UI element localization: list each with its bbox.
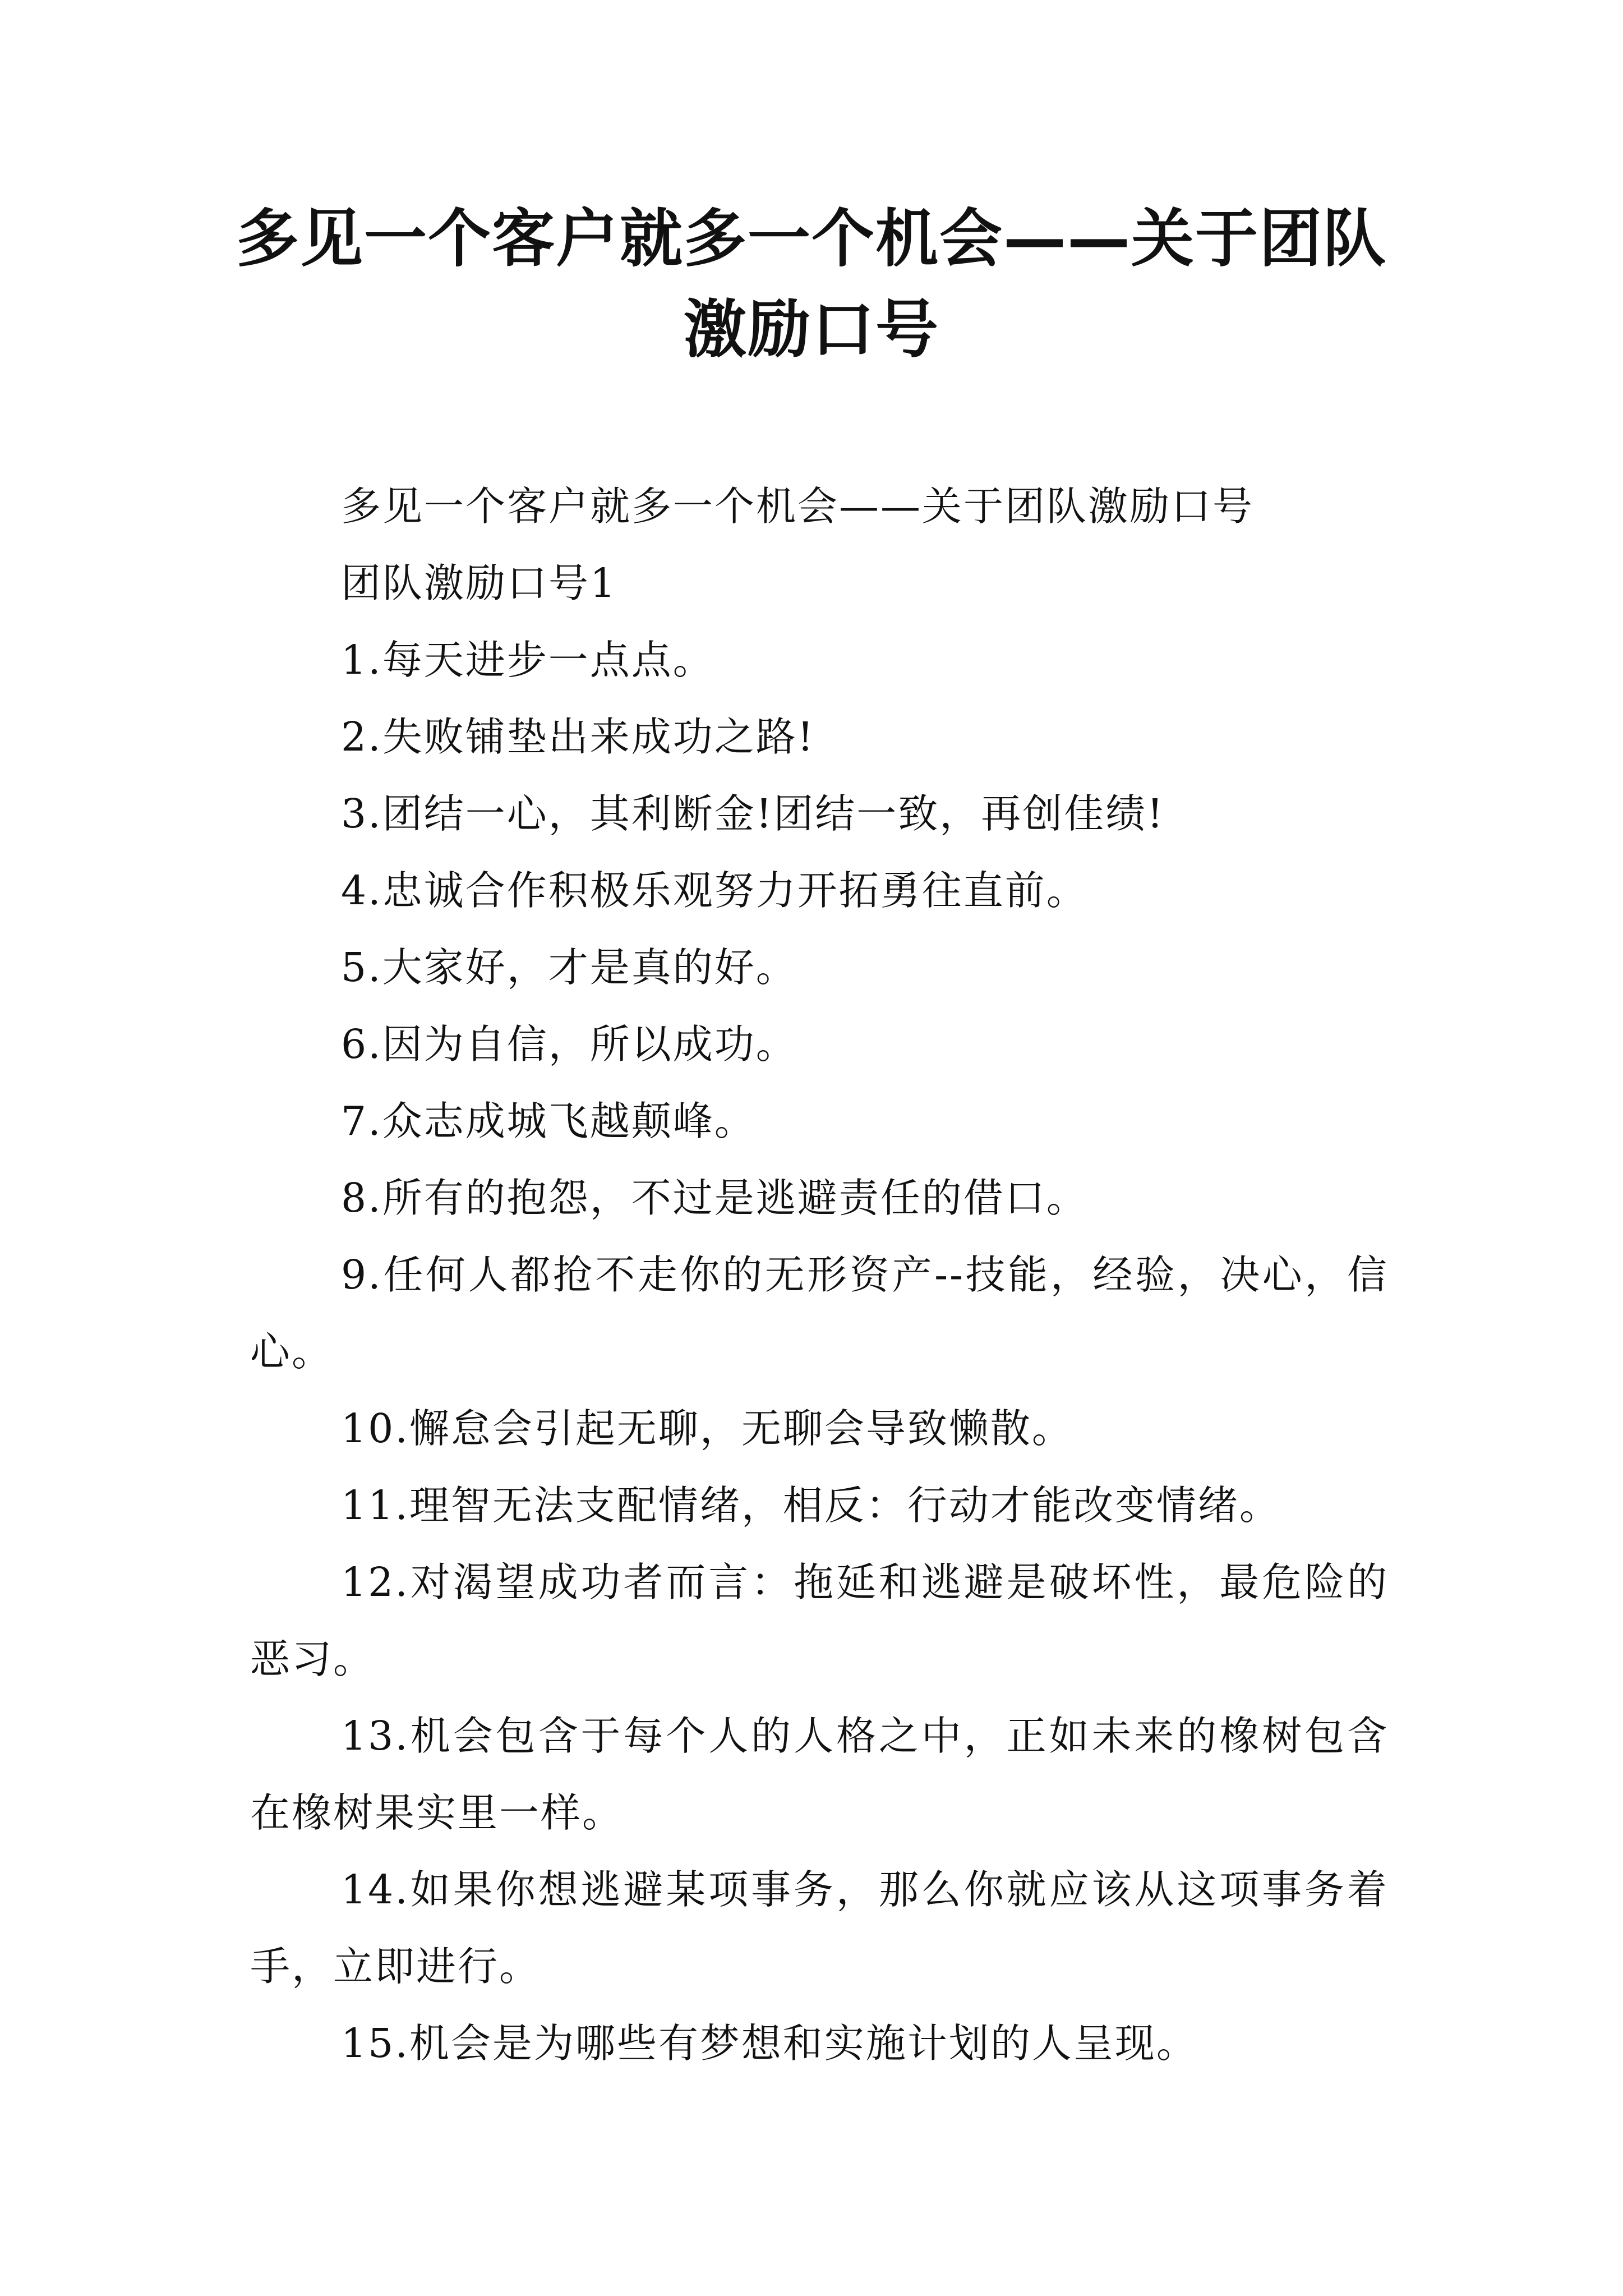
subtitle-paragraph: 多见一个客户就多一个机会——关于团队激励口号 [341, 483, 1255, 530]
document-body [250, 468, 1389, 2082]
slogan-item: 15.机会是为哪些有梦想和实施计划的人呈现。 [341, 2020, 1198, 2067]
slogan-item: 7.众志成城飞越颠峰。 [341, 1098, 756, 1144]
slogan-item: 12.对渴望成功者而言：拖延和逃避是破坏性，最危险的恶习。 [250, 1559, 1389, 1682]
slogan-item: 1.每天进步一点点。 [341, 637, 714, 683]
slogan-item: 11.理智无法支配情绪，相反：行动才能改变情绪。 [341, 1482, 1281, 1529]
slogan-item: 6.因为自信，所以成功。 [341, 1021, 797, 1068]
slogan-item: 2.失败铺垫出来成功之路! [341, 714, 815, 760]
title-line-1: 多见一个客户就多一个机会——关于团队 [236, 203, 1387, 275]
document-title [168, 194, 1455, 375]
slogan-item: 13.机会包含于每个人的人格之中，正如未来的橡树包含在橡树果实里一样。 [250, 1713, 1389, 1836]
slogan-item: 3.团结一心，其利断金!团结一致，再创佳绩! [341, 790, 1165, 837]
slogan-item: 9.任何人都抢不走你的无形资产--技能，经验，决心，信心。 [250, 1251, 1389, 1375]
slogan-item: 4.忠诚合作积极乐观努力开拓勇往直前。 [341, 867, 1088, 914]
slogan-item: 8.所有的抱怨，不过是逃避责任的借口。 [341, 1175, 1088, 1221]
section-heading: 团队激励口号1 [341, 560, 617, 606]
title-line-2: 激励口号 [684, 293, 939, 366]
slogan-item: 10.懈怠会引起无聊，无聊会导致懒散。 [341, 1405, 1073, 1452]
slogan-item: 5.大家好，才是真的好。 [341, 944, 797, 991]
slogan-item: 14.如果你想逃避某项事务，那么你就应该从这项事务着手，立即进行。 [250, 1866, 1389, 1990]
